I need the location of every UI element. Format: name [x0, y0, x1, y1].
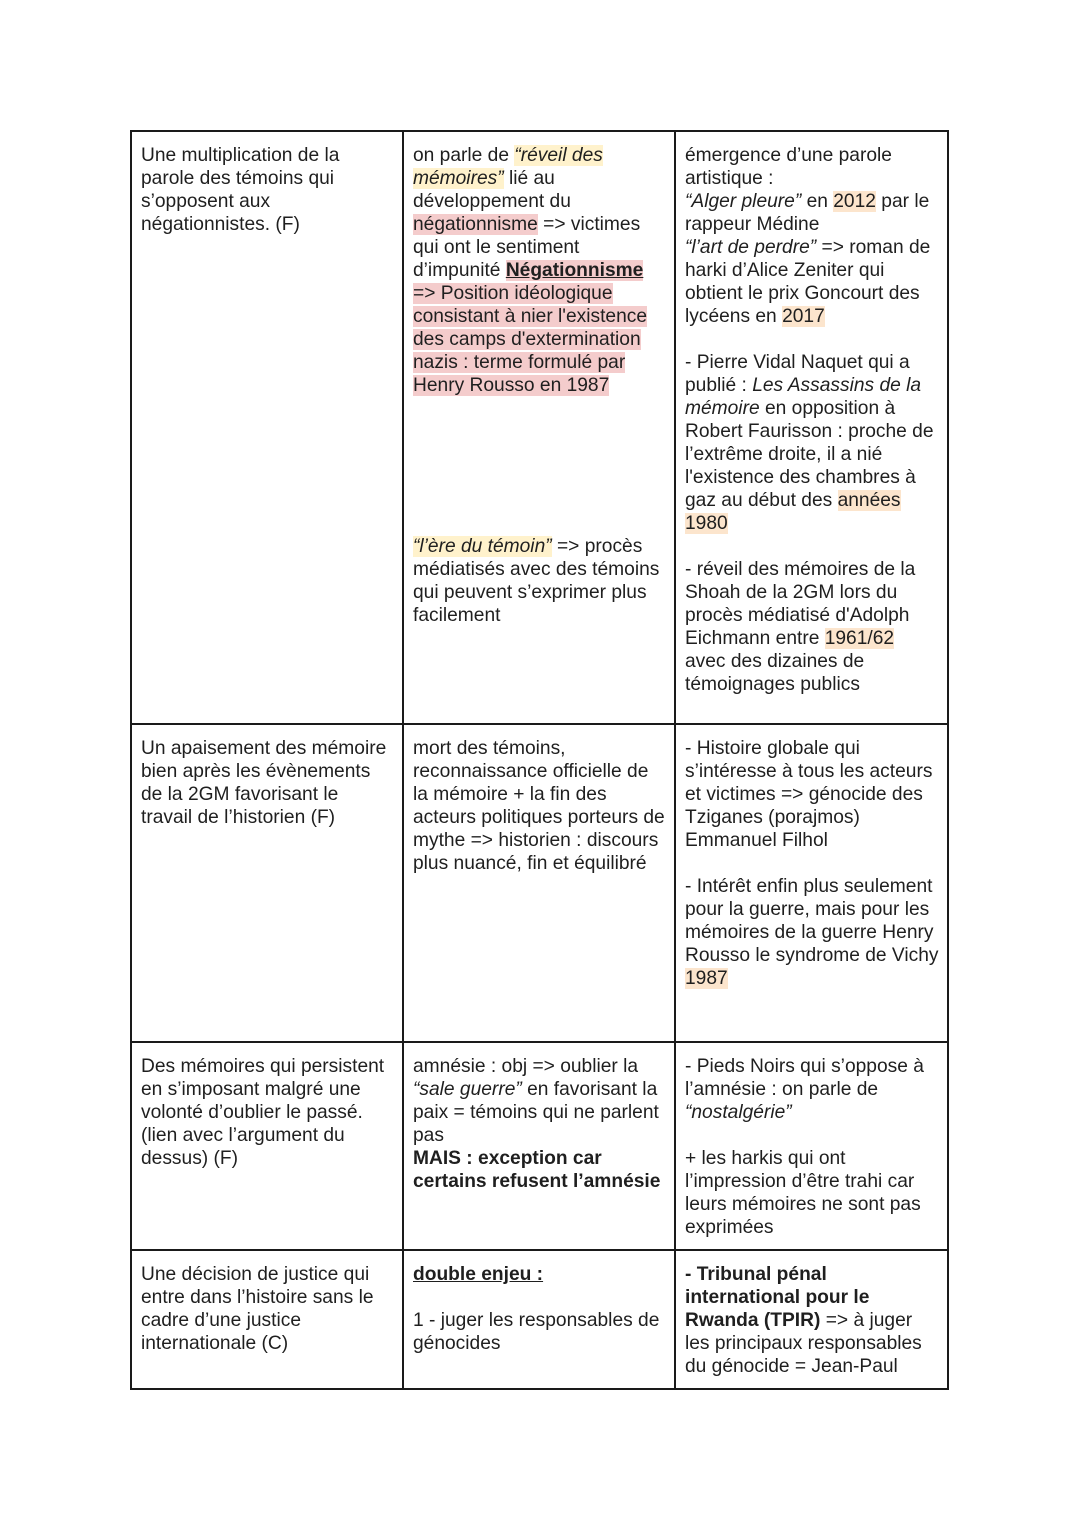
text: émergence d’une parole artistique :: [685, 145, 892, 189]
quote-highlight: “réveil des mémoires”: [413, 145, 603, 189]
text: - Histoire globale qui s’intéresse à tous les acteurs et victimes => génocide des Tziganes (porajmos) Emmanuel Filhol: [685, 738, 933, 851]
text: + les harkis qui ont l’impression d’être trahi car leurs mémoires ne sont pas exprimées: [685, 1148, 921, 1238]
text: en favorisant la paix = témoins qui ne parlent pas: [413, 1079, 659, 1146]
quote: “nostalgérie”: [685, 1102, 792, 1123]
date-highlight: 2017: [782, 306, 825, 327]
text: - Intérêt enfin plus seulement pour la guerre, mais pour les mémoires de la guerre Henry Rousso le syndrome de Vichy: [685, 876, 939, 966]
argument-text: Des mémoires qui persistent en s’imposant malgré une volonté d’oublier le passé. (lien avec l’argument du dessus) (F): [141, 1056, 385, 1169]
explanation-cell: [403, 131, 675, 724]
term-highlight: négationnisme: [413, 214, 538, 235]
date-highlight: 2012: [833, 191, 876, 212]
date-highlight: 1961/62: [824, 628, 895, 649]
text: => roman de harki d’Alice Zeniter qui obtient le prix Goncourt des lycéens en: [685, 237, 931, 327]
notes-table: [130, 130, 949, 1390]
argument-cell: [131, 724, 403, 1042]
explanation-cell: [403, 724, 675, 1042]
example-cell: [675, 724, 948, 1042]
text: avec des dizaines de témoignages publics: [685, 651, 865, 695]
text: amnésie : obj => oublier la: [413, 1056, 639, 1077]
text: => à juger les principaux responsables du génocide = Jean-Paul: [685, 1310, 922, 1377]
definition-text: => Position idéologique consistant à nier l'existence des camps d'extermination nazis : terme formulé par Henry Rousso en 1987: [413, 283, 648, 396]
text: => procès médiatisés avec des témoins qui peuvent s’exprimer plus facilement: [413, 536, 660, 626]
emphasis: MAIS : exception car certains refusent l’amnésie: [413, 1148, 661, 1192]
text: par le rappeur Médine: [685, 191, 930, 235]
argument-text: Une multiplication de la parole des témoins qui s’opposent aux négationnistes. (F): [141, 145, 340, 235]
quote-highlight: “l’ère du témoin”: [413, 536, 552, 557]
emphasis: - Tribunal pénal international pour le Rwanda (TPIR): [685, 1264, 870, 1331]
date-highlight: 1987: [685, 968, 728, 989]
argument-cell: [131, 1250, 403, 1389]
text: - Pierre Vidal Naquet qui a publié :: [685, 352, 910, 396]
explanation-cell: [403, 1042, 675, 1250]
text: mort des témoins, reconnaissance officielle de la mémoire + la fin des acteurs politiques porteurs de mythe => historien : discours plus nuancé, fin et équilibré: [413, 738, 665, 874]
example-cell: [675, 1042, 948, 1250]
argument-cell: [131, 131, 403, 724]
text: 1 - juger les responsables de génocides: [413, 1310, 660, 1354]
argument-text: Un apaisement des mémoire bien après les évènements de la 2GM favorisant le travail de l’historien (F): [141, 738, 387, 828]
date-highlight: années 1980: [685, 490, 901, 534]
book-title: Les Assassins de la mémoire: [685, 375, 922, 419]
text: en: [801, 191, 834, 212]
argument-text: Une décision de justice qui entre dans l’histoire sans le cadre d’une justice internationale (C): [141, 1264, 374, 1354]
text: - Pieds Noirs qui s’oppose à l’amnésie : on parle de: [685, 1056, 924, 1100]
table-row: [131, 1042, 948, 1250]
text: lié au développement du: [413, 168, 571, 212]
example-cell: [675, 131, 948, 724]
quote: “sale guerre”: [413, 1079, 522, 1100]
text: - réveil des mémoires de la Shoah de la 2GM lors du procès médiatisé d'Adolph Eichmann entre: [685, 559, 916, 649]
example-cell: [675, 1250, 948, 1389]
text: => victimes qui ont le sentiment d’impunité: [413, 214, 641, 281]
table-row: [131, 131, 948, 724]
text: on parle de: [413, 145, 515, 166]
definition-term: Négationnisme: [505, 260, 644, 281]
explanation-cell: [403, 1250, 675, 1389]
quote: “Alger pleure”: [685, 191, 802, 212]
heading: double enjeu :: [413, 1264, 544, 1285]
text: en opposition à Robert Faurisson : proche de l’extrême droite, il a nié l'existence des chambres à gaz au début des: [685, 398, 934, 511]
argument-cell: [131, 1042, 403, 1250]
table-row: [131, 724, 948, 1042]
table-row: [131, 1250, 948, 1389]
quote: “l’art de perdre”: [685, 237, 817, 258]
